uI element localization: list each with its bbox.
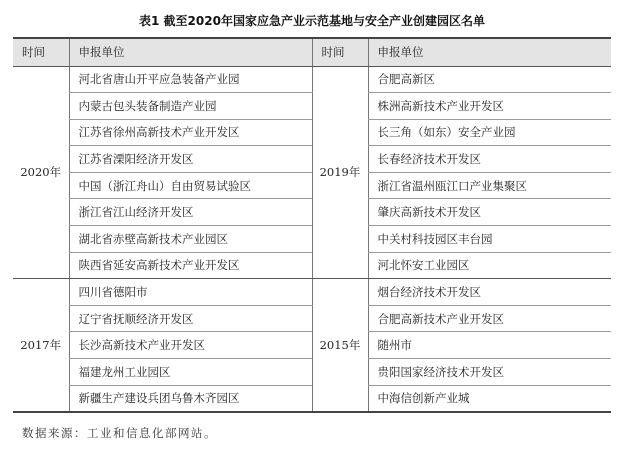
unit-cell: 烟台经济技术开发区 [368, 279, 611, 306]
unit-cell: 长沙高新技术产业开发区 [69, 332, 312, 359]
unit-cell: 合肥高新技术产业开发区 [368, 305, 611, 332]
table-title: 表1 截至2020年国家应急产业示范基地与安全产业创建园区名单 [139, 14, 485, 28]
unit-cell: 辽宁省抚顺经济开发区 [69, 305, 312, 332]
unit-cell: 中国（浙江舟山）自由贸易试验区 [69, 172, 312, 199]
unit-cell: 浙江省江山经济开发区 [69, 199, 312, 226]
unit-cell: 中关村科技园区丰台园 [368, 226, 611, 253]
unit-cell: 湖北省赤壁高新技术产业园区 [69, 226, 312, 253]
unit-cell: 福建龙州工业园区 [69, 359, 312, 386]
unit-cell: 河北怀安工业园区 [368, 252, 611, 279]
header-unit-right: 申报单位 [368, 38, 611, 66]
table-row [13, 66, 611, 93]
unit-cell: 江苏省溧阳经济开发区 [69, 146, 312, 173]
data-source-note: 数据来源：工业和信息化部网站。 [22, 426, 217, 440]
demonstration-base-table [13, 37, 611, 413]
header-time-right: 时间 [312, 38, 368, 66]
unit-cell: 中海信创新产业城 [368, 385, 611, 412]
table-row [13, 279, 611, 306]
unit-cell: 株洲高新技术产业开发区 [368, 93, 611, 120]
unit-cell: 河北省唐山开平应急装备产业园 [69, 66, 312, 93]
unit-cell: 浙江省温州瓯江口产业集聚区 [368, 172, 611, 199]
year-cell: 2019年 [312, 66, 368, 279]
year-cell: 2017年 [13, 279, 69, 412]
header-unit-left: 申报单位 [69, 38, 312, 66]
unit-cell: 肇庆高新技术开发区 [368, 199, 611, 226]
unit-cell: 贵阳国家经济技术开发区 [368, 359, 611, 386]
unit-cell: 长春经济技术开发区 [368, 146, 611, 173]
unit-cell: 长三角（如东）安全产业园 [368, 119, 611, 146]
unit-cell: 随州市 [368, 332, 611, 359]
unit-cell: 合肥高新区 [368, 66, 611, 93]
unit-cell: 江苏省徐州高新技术产业开发区 [69, 119, 312, 146]
group-2020-2019 [13, 66, 611, 279]
year-cell: 2015年 [312, 279, 368, 412]
year-cell: 2020年 [13, 66, 69, 279]
table-header [13, 38, 611, 66]
unit-cell: 内蒙古包头装备制造产业园 [69, 93, 312, 120]
group-2017-2015 [13, 279, 611, 412]
header-time-left: 时间 [13, 38, 69, 66]
unit-cell: 陕西省延安高新技术产业开发区 [69, 252, 312, 279]
unit-cell: 四川省德阳市 [69, 279, 312, 306]
unit-cell: 新疆生产建设兵团乌鲁木齐园区 [69, 385, 312, 412]
